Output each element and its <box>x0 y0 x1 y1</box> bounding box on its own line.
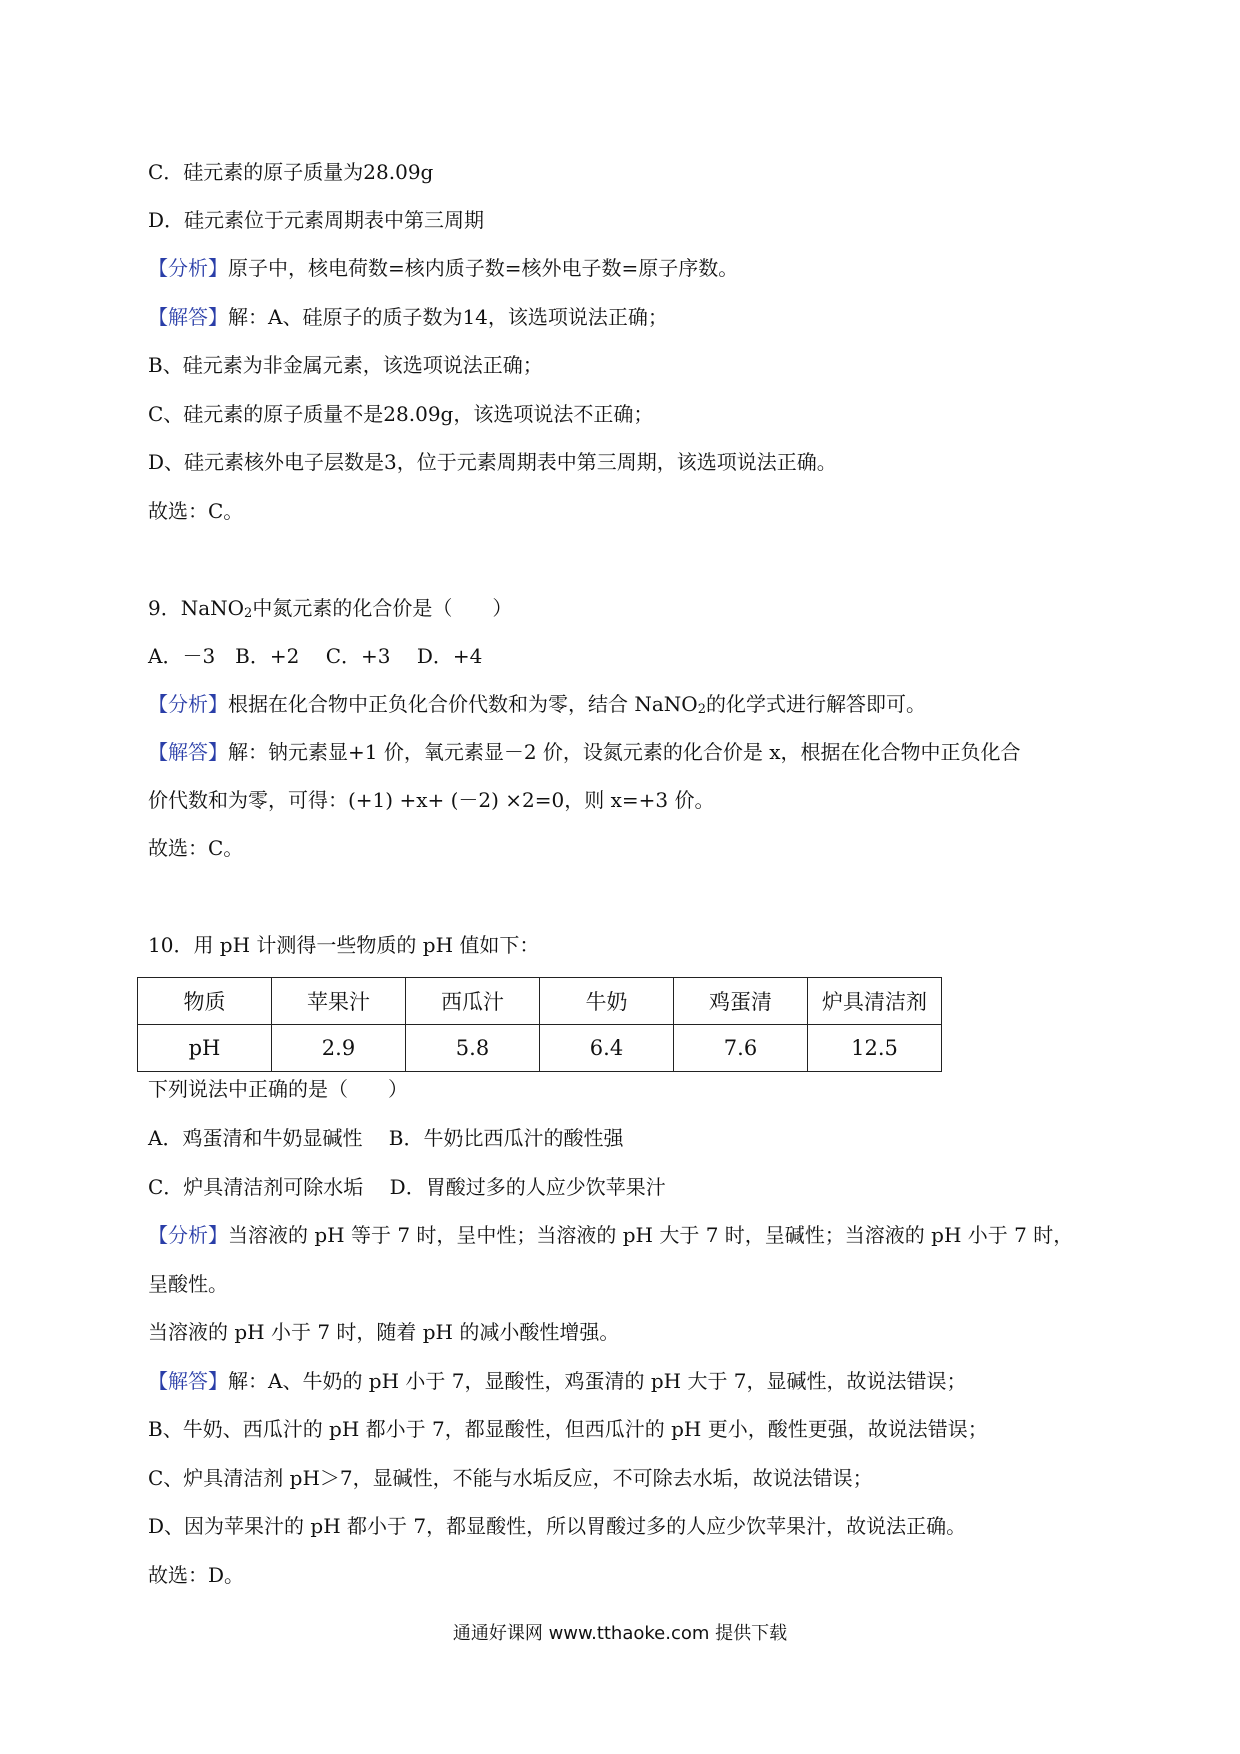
q10-analysis-3: 当溶液的 pH 小于 7 时，随着 pH 的减小酸性增强。 <box>148 1320 620 1344</box>
q9-options: A．－3 B．+2 C．+3 D．+4 <box>148 644 483 668</box>
q10-answer-a <box>148 1367 967 1395</box>
ph-table-header-row <box>138 978 942 1025</box>
q8-analysis-text: 原子中，核电荷数=核内质子数=核外电子数=原子序数。 <box>228 256 739 280</box>
q9-analysis-post: 的化学式进行解答即可。 <box>705 692 926 716</box>
table-cell: 炉具清洁剂 <box>808 978 942 1025</box>
q9-analysis-pre: 根据在化合物中正负化合价代数和为零，结合 NaNO <box>228 692 698 716</box>
table-cell: 5.8 <box>406 1025 540 1072</box>
q10-answer-d: D、因为苹果汁的 pH 都小于 7，都显酸性，所以胃酸过多的人应少饮苹果汁，故说法正确。 <box>148 1514 967 1538</box>
ph-table <box>137 977 942 1072</box>
analysis-tag: 【分析】 <box>148 1223 228 1247</box>
q8-answer-a <box>148 303 668 331</box>
q10-answer-c: C、炉具清洁剂 pH＞7，显碱性，不能与水垢反应，不可除去水垢，故说法错误； <box>148 1466 873 1490</box>
q9-analysis-sub: 2 <box>697 702 706 717</box>
q8-answer-d: D、硅元素核外电子层数是3，位于元素周期表中第三周期，该选项说法正确。 <box>148 450 837 474</box>
q9-analysis <box>148 690 926 724</box>
q8-answer-a-text: 解：A、硅原子的质子数为14，该选项说法正确； <box>228 305 668 329</box>
answer-tag: 【解答】 <box>148 1369 228 1393</box>
table-cell: 7.6 <box>674 1025 808 1072</box>
table-cell: 6.4 <box>540 1025 674 1072</box>
analysis-tag: 【分析】 <box>148 692 228 716</box>
q10-question: 下列说法中正确的是（ ） <box>148 1077 408 1101</box>
table-cell: 牛奶 <box>540 978 674 1025</box>
q10-answer-a-text: 解：A、牛奶的 pH 小于 7，显酸性，鸡蛋清的 pH 大于 7，显碱性，故说法错误； <box>228 1369 967 1393</box>
table-cell: 苹果汁 <box>272 978 406 1025</box>
q8-choice: 故选：C。 <box>148 499 244 523</box>
q9-answer-1 <box>148 738 1021 766</box>
q8-answer-c: C、硅元素的原子质量不是28.09g，该选项说法不正确； <box>148 402 654 426</box>
q10-options-1: A．鸡蛋清和牛奶显碱性 B．牛奶比西瓜汁的酸性强 <box>148 1126 624 1150</box>
q9-stem-post: 中氮元素的化合价是（ ） <box>252 596 513 620</box>
answer-tag: 【解答】 <box>148 305 228 329</box>
table-cell: pH <box>138 1025 272 1072</box>
q8-analysis <box>148 254 738 282</box>
ph-table-value-row <box>138 1025 942 1072</box>
q9-stem <box>148 594 512 628</box>
q10-choice: 故选：D。 <box>148 1563 245 1587</box>
q10-analysis-1 <box>148 1221 1073 1249</box>
q9-stem-pre: 9．NaNO <box>148 596 245 620</box>
q10-analysis-2: 呈酸性。 <box>148 1272 228 1296</box>
page-footer: 通通好课网 www.tthaoke.com 提供下载 <box>452 1623 788 1644</box>
q10-answer-b: B、牛奶、西瓜汁的 pH 都小于 7，都显酸性，但西瓜汁的 pH 更小，酸性更强，故说法错误； <box>148 1417 988 1441</box>
table-cell: 12.5 <box>808 1025 942 1072</box>
q8-answer-b: B、硅元素为非金属元素，该选项说法正确； <box>148 353 543 377</box>
answer-tag: 【解答】 <box>148 740 228 764</box>
q9-answer-1-text: 解：钠元素显+1 价，氧元素显－2 价，设氮元素的化合价是 x，根据在化合物中正负化合 <box>228 740 1021 764</box>
q9-choice: 故选：C。 <box>148 836 244 860</box>
q8-option-c: C．硅元素的原子质量为28.09g <box>148 160 434 184</box>
table-cell: 西瓜汁 <box>406 978 540 1025</box>
q9-answer-2: 价代数和为零，可得：(+1) +x+ (－2) ×2=0，则 x=+3 价。 <box>148 788 715 812</box>
table-cell: 鸡蛋清 <box>674 978 808 1025</box>
q10-options-2: C．炉具清洁剂可除水垢 D．胃酸过多的人应少饮苹果汁 <box>148 1175 666 1199</box>
table-cell: 2.9 <box>272 1025 406 1072</box>
q8-option-d: D．硅元素位于元素周期表中第三周期 <box>148 208 485 232</box>
q10-stem: 10．用 pH 计测得一些物质的 pH 值如下： <box>148 933 540 957</box>
q9-stem-sub: 2 <box>244 606 253 621</box>
analysis-tag: 【分析】 <box>148 256 228 280</box>
q10-analysis-1-text: 当溶液的 pH 等于 7 时，呈中性；当溶液的 pH 大于 7 时，呈碱性；当溶液的 pH 小于 7 时， <box>228 1223 1074 1247</box>
table-cell: 物质 <box>138 978 272 1025</box>
